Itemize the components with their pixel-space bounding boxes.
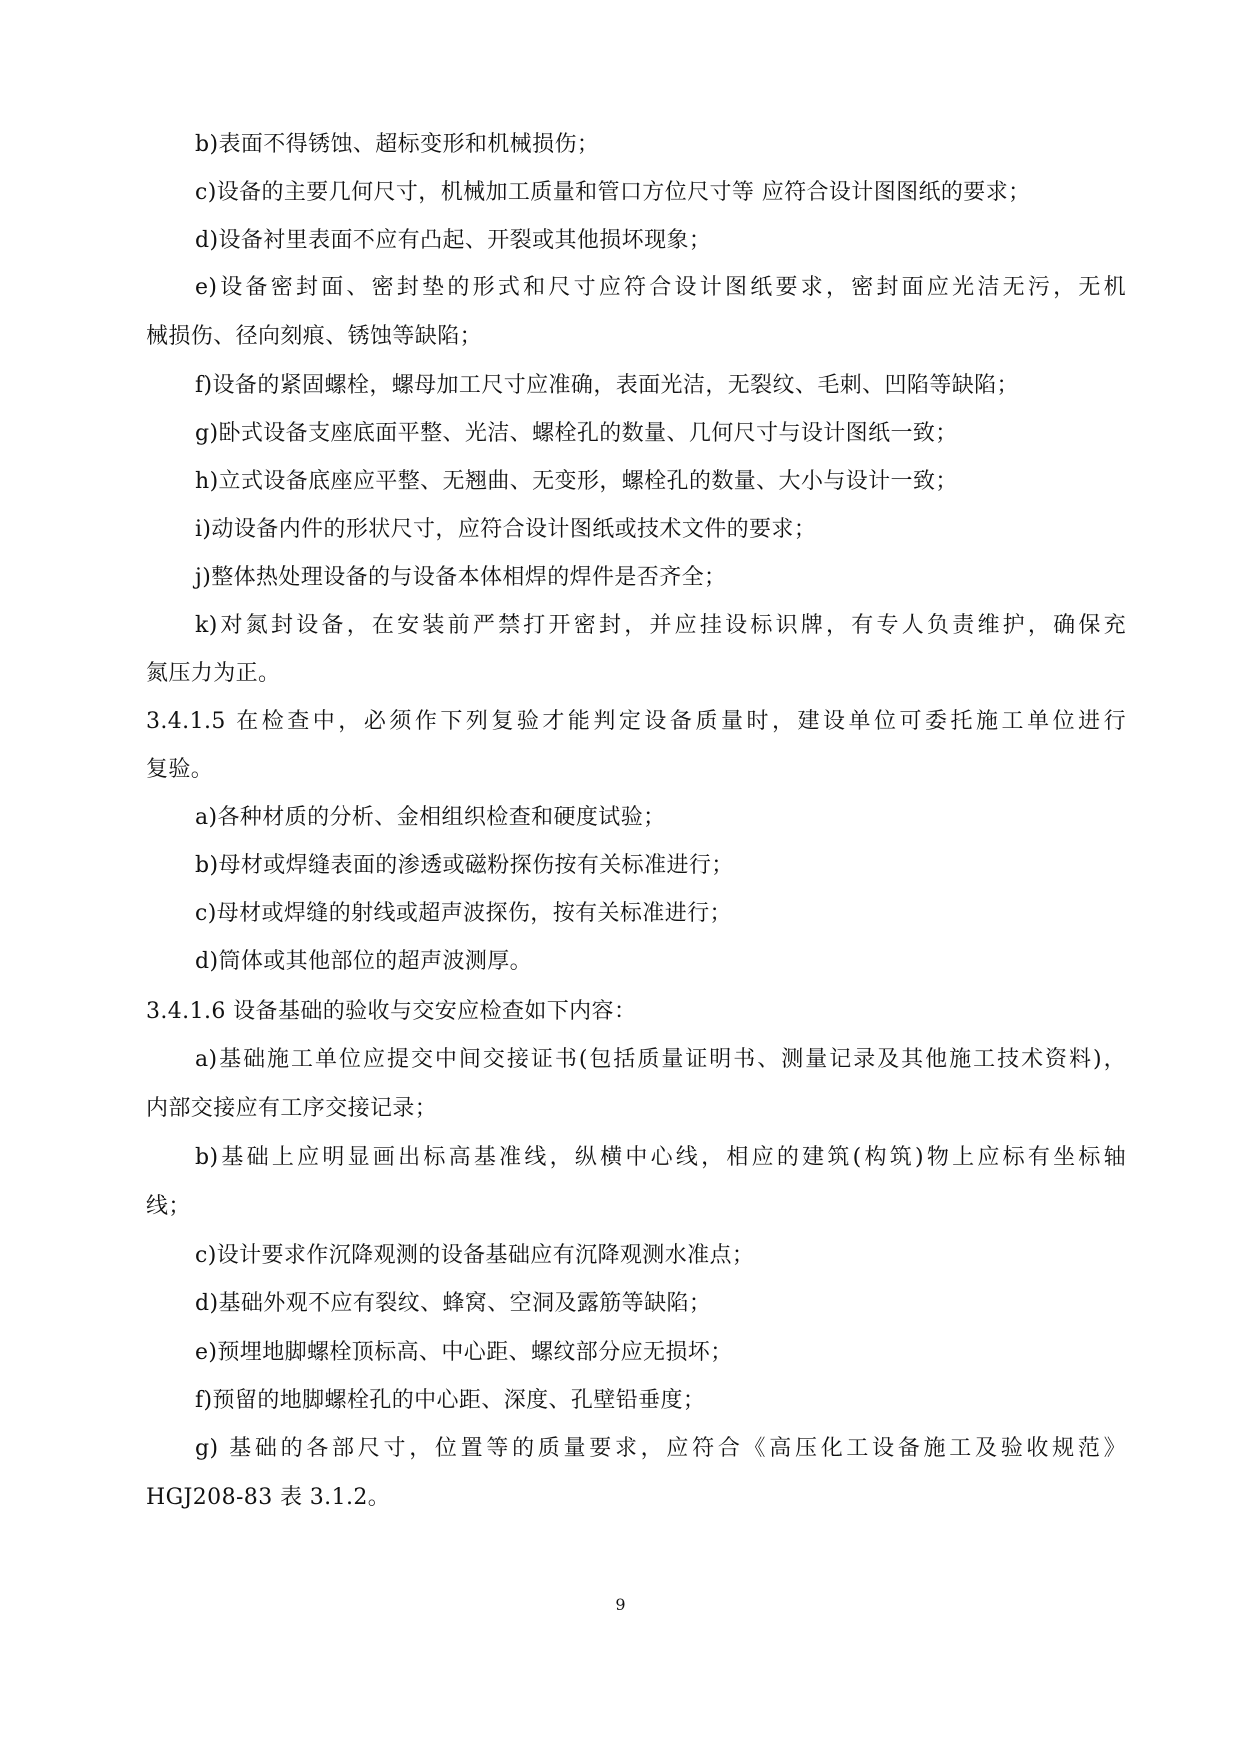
section-heading-3-4-1-5: 3.4.1.5 在检查中，必须作下列复验才能判定设备质量时，建设单位可委托施工单位进行 — [146, 709, 1126, 734]
text-line: 复验。 — [146, 757, 214, 782]
text-line: g) 基础的各部尺寸，位置等的质量要求，应符合《高压化工设备施工及验收规范》 — [195, 1436, 1126, 1461]
text-line: c)设计要求作沉降观测的设备基础应有沉降观测水准点； — [195, 1243, 755, 1268]
text-line: d)基础外观不应有裂纹、蜂窝、空洞及露筋等缺陷； — [195, 1291, 712, 1316]
text-line: i)动设备内件的形状尺寸，应符合设计图纸或技术文件的要求； — [195, 517, 817, 542]
text-line: f)设备的紧固螺栓，螺母加工尺寸应准确，表面光洁，无裂纹、毛刺、凹陷等缺陷； — [195, 373, 1019, 398]
text-line: 氮压力为正。 — [146, 661, 281, 686]
text-line: d)筒体或其他部位的超声波测厚。 — [195, 949, 533, 974]
text-line: a)基础施工单位应提交中间交接证书(包括质量证明书、测量记录及其他施工技术资料)， — [195, 1047, 1126, 1072]
text-line: a)各种材质的分析、金相组织检查和硬度试验； — [195, 805, 666, 830]
text-line: h)立式设备底座应平整、无翘曲、无变形，螺栓孔的数量、大小与设计一致； — [195, 469, 958, 494]
text-line: d)设备衬里表面不应有凸起、开裂或其他损坏现象； — [195, 228, 712, 253]
text-line: c)母材或焊缝的射线或超声波探伤，按有关标准进行； — [195, 901, 732, 926]
section-heading-3-4-1-6: 3.4.1.6 设备基础的验收与交安应检查如下内容： — [146, 999, 637, 1024]
text-line: b)母材或焊缝表面的渗透或磁粉探伤按有关标准进行； — [195, 853, 734, 878]
text-line: j)整体热处理设备的与设备本体相焊的焊件是否齐全； — [195, 565, 727, 590]
text-line: e)预埋地脚螺栓顶标高、中心距、螺纹部分应无损坏； — [195, 1340, 733, 1365]
page-number: 9 — [615, 1595, 626, 1614]
text-line: c)设备的主要几何尺寸，机械加工质量和管口方位尺寸等 应符合设计图图纸的要求； — [195, 180, 1031, 205]
text-line: 线； — [146, 1194, 191, 1219]
text-line: 械损伤、径向刻痕、锈蚀等缺陷； — [146, 324, 483, 349]
text-line: HGJ208-83 表 3.1.2。 — [146, 1485, 391, 1510]
text-line: b)基础上应明显画出标高基准线，纵横中心线，相应的建筑(构筑)物上应标有坐标轴 — [195, 1145, 1126, 1170]
text-line: f)预留的地脚螺栓孔的中心距、深度、孔壁铅垂度； — [195, 1388, 706, 1413]
text-line: 内部交接应有工序交接记录； — [146, 1096, 438, 1121]
text-line: g)卧式设备支座底面平整、光洁、螺栓孔的数量、几何尺寸与设计图纸一致； — [195, 421, 958, 446]
text-line: b)表面不得锈蚀、超标变形和机械损伤； — [195, 132, 600, 157]
text-line: e)设备密封面、密封垫的形式和尺寸应符合设计图纸要求，密封面应光洁无污，无机 — [195, 275, 1126, 300]
text-line: k)对氮封设备，在安装前严禁打开密封，并应挂设标识牌，有专人负责维护，确保充 — [195, 613, 1126, 638]
